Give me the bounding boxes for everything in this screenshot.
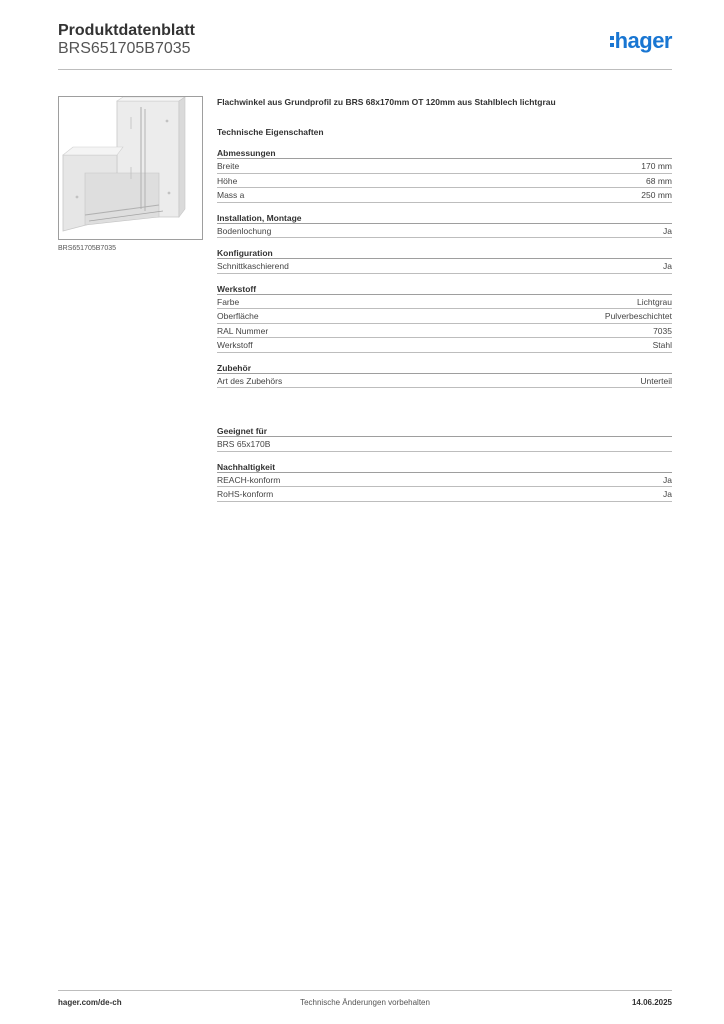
row-label: Mass a xyxy=(217,190,245,200)
table-row xyxy=(217,324,672,339)
page-header xyxy=(58,22,672,70)
image-caption: BRS651705B7035 xyxy=(58,245,116,252)
section-title: Installation, Montage xyxy=(217,213,672,224)
row-label: Werkstoff xyxy=(217,340,253,350)
logo-text: hager xyxy=(614,28,672,53)
section-abmessungen xyxy=(217,148,672,203)
row-label: RoHS-konform xyxy=(217,489,274,499)
row-value: Ja xyxy=(663,489,672,499)
row-label: Farbe xyxy=(217,296,240,307)
table-row xyxy=(217,473,672,488)
article-number: BRS651705B7035 xyxy=(58,40,191,57)
product-description: Flachwinkel aus Grundprofil zu BRS 68x170mm OT 120mm aus Stahlblech lichtgrau xyxy=(217,97,556,107)
row-label: Breite xyxy=(217,161,240,171)
row-value: Stahl xyxy=(652,340,672,350)
section-title: Nachhaltigkeit xyxy=(217,462,672,473)
hager-logo xyxy=(610,28,672,54)
section-nachhaltigkeit xyxy=(217,462,672,502)
section-title: Konfiguration xyxy=(217,248,672,259)
row-value: Lichtgrau xyxy=(637,296,672,307)
section-title: Geeignet für xyxy=(217,426,672,437)
row-label: BRS 65x170B xyxy=(217,439,271,449)
technical-properties-heading: Technische Eigenschaften xyxy=(217,127,324,137)
row-value: Ja xyxy=(663,474,672,485)
row-label: Bodenlochung xyxy=(217,225,272,236)
table-row xyxy=(217,374,672,389)
row-value: 250 mm xyxy=(641,190,672,200)
row-label: Höhe xyxy=(217,175,238,186)
table-row xyxy=(217,295,672,310)
header-divider xyxy=(58,69,672,70)
section-zubehoer xyxy=(217,363,672,389)
row-label: REACH-konform xyxy=(217,474,281,485)
footer-divider xyxy=(58,990,672,991)
section-konfiguration xyxy=(217,248,672,274)
row-label: Oberfläche xyxy=(217,311,259,321)
section-title: Werkstoff xyxy=(217,284,672,295)
row-value: Ja xyxy=(663,261,672,271)
row-value: Ja xyxy=(663,225,672,236)
footer-note: Technische Änderungen vorbehalten xyxy=(300,998,430,1007)
row-value: 170 mm xyxy=(641,161,672,171)
footer-date: 14.06.2025 xyxy=(631,998,672,1007)
table-row xyxy=(217,174,672,189)
table-row xyxy=(217,159,672,174)
table-row xyxy=(217,259,672,274)
row-value: 7035 xyxy=(653,325,672,336)
product-image xyxy=(58,96,203,240)
flat-angle-product-icon xyxy=(59,97,202,239)
table-row xyxy=(217,309,672,324)
footer-website-link[interactable]: hager.com/de-ch xyxy=(58,998,122,1007)
row-label: RAL Nummer xyxy=(217,325,269,336)
section-installation xyxy=(217,213,672,239)
row-value: Pulverbeschichtet xyxy=(604,311,672,321)
row-value: 68 mm xyxy=(646,175,672,186)
table-row xyxy=(217,437,672,452)
product-details xyxy=(217,96,672,502)
section-title: Abmessungen xyxy=(217,148,672,159)
row-label: Schnittkaschierend xyxy=(217,261,289,271)
logo-dots-icon xyxy=(610,36,614,47)
section-geeignet-fuer xyxy=(217,426,672,452)
table-row xyxy=(217,338,672,353)
page-footer xyxy=(58,998,672,1010)
section-werkstoff xyxy=(217,284,672,353)
table-row xyxy=(217,487,672,502)
row-value: Unterteil xyxy=(640,375,672,386)
table-row xyxy=(217,188,672,203)
table-row xyxy=(217,224,672,239)
row-label: Art des Zubehörs xyxy=(217,375,283,386)
document-title: Produktdatenblatt xyxy=(58,22,195,39)
section-title: Zubehör xyxy=(217,363,672,374)
